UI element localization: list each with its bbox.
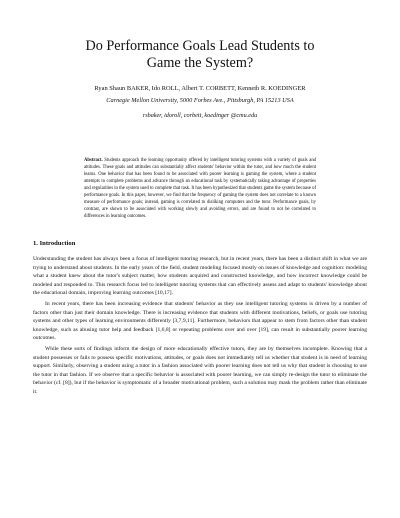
paragraph: Understanding the student has always been a focus of intelligent tutoring research, but in recent years, there has been a distinct shift in what we are trying to understand about students. In the early years of the field, student modeling focused mostly on issues of knowledge and cognition: modeling what a student knew about the tutor's subject matter, how students acquired and constructed knowledge, and how incorrect knowledge could be modeled and responded to. This research focus led to intelligent tutoring systems that can effectively assess and adapt to students' knowledge about the educational domain, improving learning outcomes [10,17]. xyxy=(33,256,367,297)
paragraph: In recent years, there has been increasing evidence that students' behavior as they use intelligent tutoring systems is driven by a number of factors other than just their domain knowledge. There is increasing evidence that students with different motivations, beliefs, or goals use tutoring systems and other types of learning environments differently [3,7,9,11]. Furthermore, behaviors that appear to stem from factors other than student knowledge, such as abusing tutor help and feedback [1,6,8] or repeating problems over and over [19], can result in substantially poorer learning outcomes. xyxy=(33,301,367,342)
title-line-1: Do Performance Goals Lead Students to xyxy=(85,38,315,54)
author-emails: rsbaker, idoroll, corbett, koedinger @cmu.edu xyxy=(142,112,258,119)
author-list: Ryan Shaun BAKER, Ido ROLL, Albert T. CORBETT, Kenneth R. KOEDINGER xyxy=(94,85,306,92)
abstract xyxy=(84,157,316,220)
abstract-text: Students approach the learning opportunity offered by intelligent tutoring systems with a variety of goals and attitudes. These goals and attitudes can substantially affect students' behavior within the tutor, and how much the student learns. One behavior that has been found to be associated with poorer learning is gaming the system, where a student attempts to complete problems and advance through an educational task by systematically taking advantage of properties and regularities in the system used to complete that task. It has been hypothesized that students game the system because of performance goals. In this paper, however, we find that the frequency of gaming the system does not correlate to a known measure of performance goals; instead, gaming is correlated to disliking computers and the tutor. Performance goals, by contrast, are shown to be associated with working slowly and avoiding errors, and are found to not be correlated to differences in learning outcomes. xyxy=(84,158,317,220)
title-line-2: Game the System? xyxy=(146,55,254,71)
section-heading-introduction: 1. Introduction xyxy=(33,240,76,247)
abstract-label: Abstract. xyxy=(84,158,103,163)
paragraph: While these sorts of findings inform the design of more educationally effective tutors, they are by themselves incomplete. Knowing that a student possesses or fails to possess specific motivations, attitudes, or goals does not immediately tell us whether that student is in need of learning support. Similarly, observing a student using a tutor in a fashion associated with poorer learning does not tell us why that student is choosing to use the tutor in that fashion. If we observe that a specific behavior is associated with poorer learning, we can simply re-design the tutor to eliminate the behavior (cf. [8]), but if the behavior is symptomatic of a broader motivational problem, such a solution may mask the problem rather than eliminate it. xyxy=(33,346,367,395)
introduction-body xyxy=(33,255,367,399)
paper-title xyxy=(60,38,340,72)
affiliation: Carnegie Mellon University, 5000 Forbes Ave., Pittsburgh, PA 15213 USA xyxy=(106,97,294,104)
